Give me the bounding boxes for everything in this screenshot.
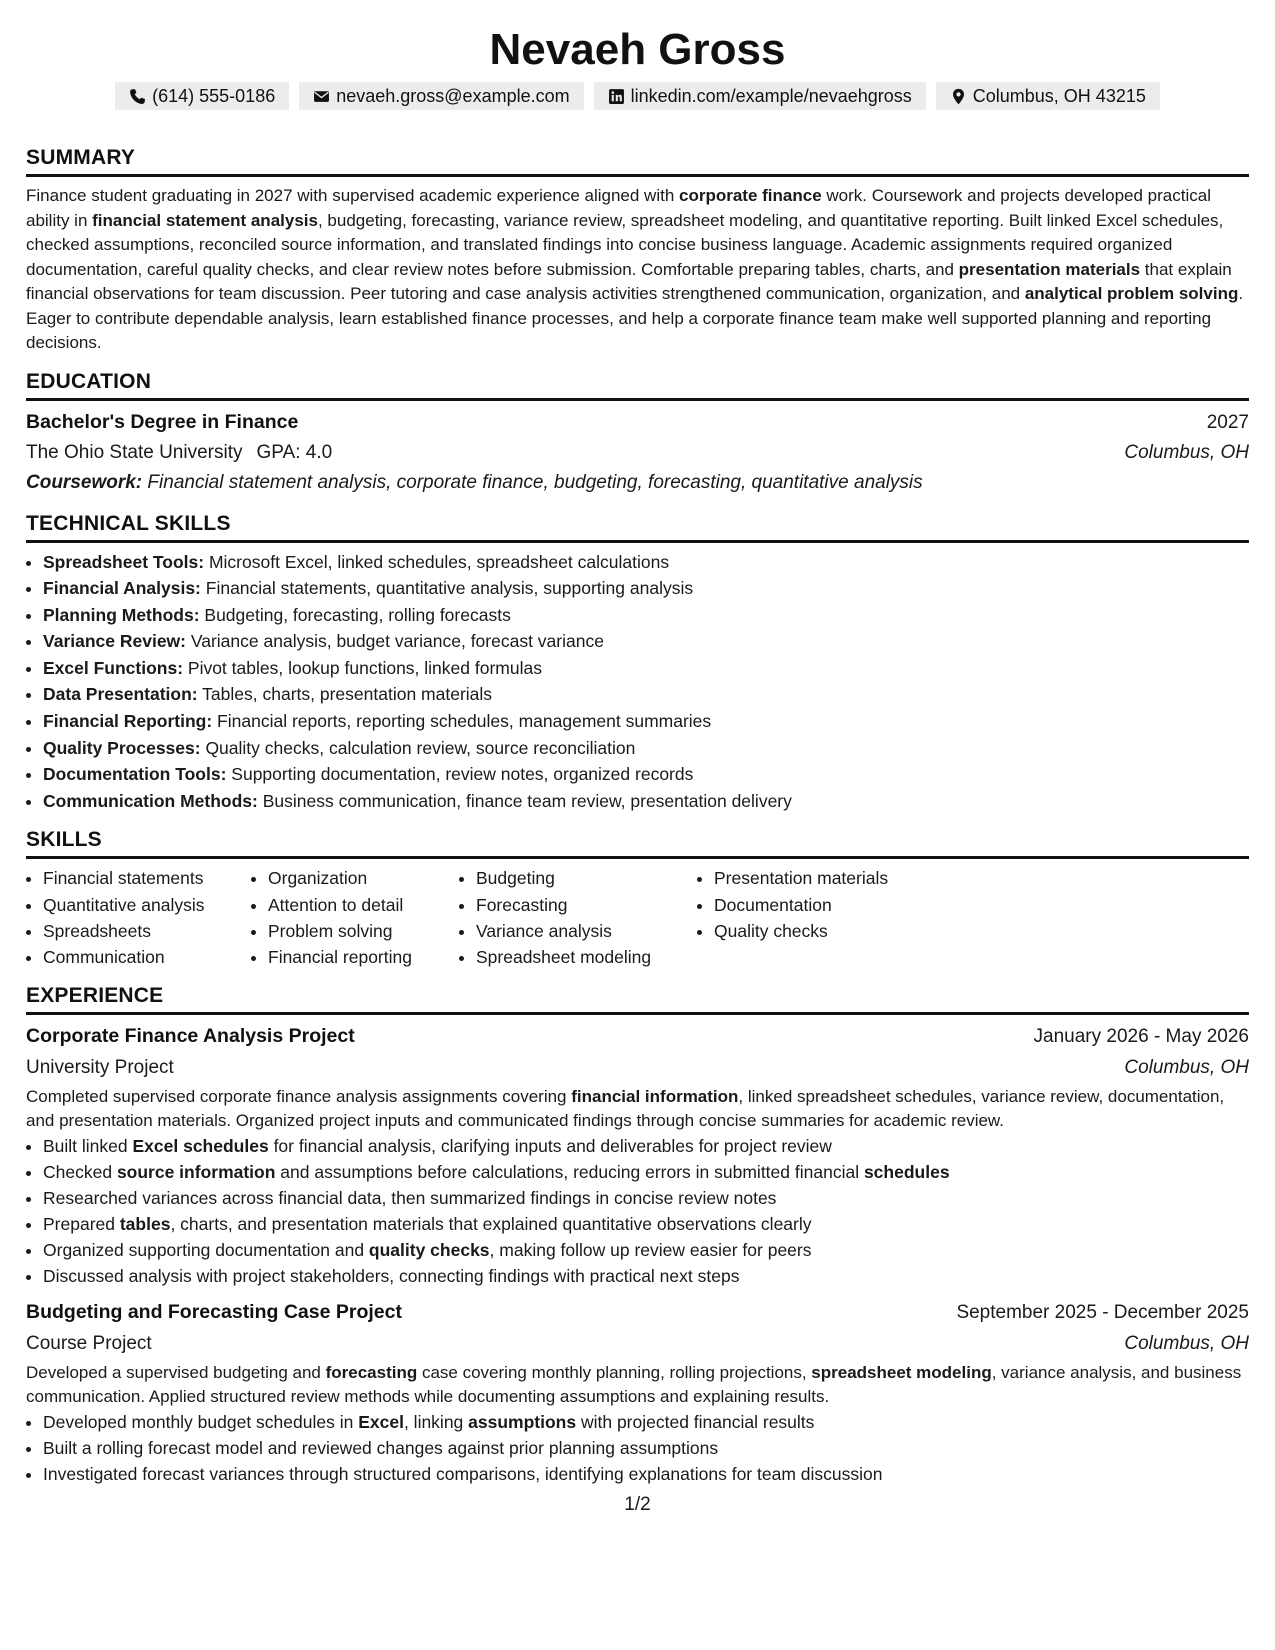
technical-skill-item [43, 735, 1249, 762]
text-run: , linking [403, 1412, 469, 1433]
text-run: and assumptions before calculations, reducing errors in submitted financial [275, 1162, 864, 1183]
technical-skill-item [43, 708, 1249, 735]
emphasis-text: financial statement analysis [92, 210, 318, 230]
text-run: , budgeting, forecasting, variance review, spreadsheet modeling, and quantitative reporting. Built linked Excel schedules, checked assumptions, reconciled source information, and translated findings into concise business language. Academic assignments required organized documentation, careful quality checks, and clear review notes before submission. Comfortable preparing tables, charts, and [26, 210, 1224, 279]
text-run: Developed a supervised budgeting and [26, 1363, 326, 1383]
skills-grid [26, 865, 1249, 970]
emphasis-text: source information [116, 1162, 276, 1183]
emphasis-text: forecasting [325, 1363, 418, 1383]
contact-linkedin[interactable] [594, 82, 926, 110]
education-entry [26, 407, 1249, 498]
technical-skill-label: Planning Methods: [43, 604, 200, 625]
project-description [26, 1361, 1249, 1409]
education-heading: EDUCATION [26, 370, 1249, 401]
emphasis-text: assumptions [468, 1412, 577, 1433]
envelope-icon [313, 88, 330, 105]
project-location: Columbus, OH [1124, 1333, 1249, 1355]
text-run: Developed monthly budget schedules in [43, 1412, 359, 1433]
technical-skill-label: Data Presentation: [43, 684, 198, 705]
technical-skill-label: Quality Processes: [43, 737, 201, 758]
text-run: . Eager to contribute dependable analysis, learn established finance processes, and help a corporate finance team make well supported planning and reporting decisions. [26, 284, 1244, 352]
emphasis-text: corporate finance [679, 186, 822, 205]
text-run: Prepared [43, 1214, 120, 1235]
technical-skill-label: Financial Reporting: [43, 711, 213, 732]
technical-skills-heading: TECHNICAL SKILLS [26, 512, 1249, 543]
map-pin-icon [950, 88, 967, 105]
text-run: Finance student graduating in 2027 with supervised academic experience aligned with [26, 186, 680, 205]
experience-bullet [43, 1211, 1249, 1237]
technical-skill-label: Communication Methods: [43, 790, 258, 811]
contact-bar [26, 82, 1249, 110]
project-bullets [26, 1133, 1249, 1289]
skill-item: • Quality checks [714, 918, 1014, 944]
experience-entry-1 [26, 1021, 1249, 1289]
text-run: Discussed analysis with project stakeholders, connecting findings with practical next steps [43, 1266, 740, 1287]
technical-skill-values: Financial reports, reporting schedules, management summaries [212, 711, 712, 732]
text-run: , charts, and presentation materials that explained quantitative observations clearly [170, 1214, 812, 1235]
technical-skill-values: Business communication, finance team review, presentation delivery [257, 790, 792, 811]
text-run: Organized supporting documentation and [43, 1240, 369, 1261]
text-run: case covering monthly planning, rolling projections, [417, 1363, 812, 1383]
coursework [26, 468, 1249, 498]
experience-bullet [43, 1263, 1249, 1289]
skill-item: • Quantitative analysis [43, 892, 251, 918]
experience-heading: EXPERIENCE [26, 984, 1249, 1015]
text-run: Completed supervised corporate finance analysis assignments covering [26, 1087, 572, 1107]
technical-skill-values: Budgeting, forecasting, rolling forecasts [199, 604, 511, 625]
text-run: Built linked [43, 1136, 133, 1157]
gpa: GPA: 4.0 [256, 441, 333, 463]
candidate-name: Nevaeh Gross [489, 25, 786, 74]
skills-column [697, 865, 1014, 970]
experience-bullet [43, 1435, 1249, 1461]
degree: Bachelor's Degree in Finance [26, 410, 299, 433]
project-org: University Project [26, 1057, 174, 1079]
summary-heading: SUMMARY [26, 146, 1249, 177]
experience-entry-2 [26, 1297, 1249, 1487]
technical-skill-label: Excel Functions: [43, 657, 184, 678]
skill-item: • Financial reporting [268, 944, 459, 970]
skills-column [251, 865, 459, 970]
emphasis-text: presentation materials [958, 259, 1141, 279]
graduation-year: 2027 [1206, 411, 1249, 433]
emphasis-text: spreadsheet modeling [811, 1363, 992, 1383]
project-title: Corporate Finance Analysis Project [26, 1025, 355, 1048]
technical-skill-label: Spreadsheet Tools: [43, 551, 205, 572]
skill-item: • Forecasting [476, 892, 697, 918]
contact-email[interactable] [299, 82, 583, 110]
text-run: , linked spreadsheet schedules, variance review, documentation, and presentation materials. Organized project inputs and communicated findings through concise summaries for academic review. [26, 1087, 1225, 1131]
skill-item: • Spreadsheets [43, 918, 251, 944]
emphasis-text: tables [119, 1214, 171, 1235]
text-run: Researched variances across financial data, then summarized findings in concise review notes [43, 1188, 777, 1209]
technical-skill-item [43, 628, 1249, 655]
phone-icon [129, 88, 146, 105]
experience-bullet [43, 1409, 1249, 1435]
text-run: for financial analysis, clarifying inputs and deliverables for project review [268, 1136, 832, 1157]
text-run: Checked [43, 1162, 117, 1183]
project-org: Course Project [26, 1333, 152, 1355]
technical-skill-item [43, 761, 1249, 788]
summary-text [26, 184, 1249, 356]
technical-skill-values: Financial statements, quantitative analysis, supporting analysis [200, 578, 694, 599]
skill-item: • Presentation materials [714, 865, 1014, 891]
experience-bullet [43, 1133, 1249, 1159]
experience-bullet [43, 1461, 1249, 1487]
experience-bullet [43, 1159, 1249, 1185]
skill-item: • Problem solving [268, 918, 459, 944]
skills-column [26, 865, 251, 970]
technical-skill-label: Variance Review: [43, 631, 186, 652]
emphasis-text: analytical problem solving [1024, 284, 1239, 303]
technical-skill-item [43, 655, 1249, 682]
project-location: Columbus, OH [1124, 1057, 1249, 1079]
text-run: that explain financial observations for team discussion. Peer tutoring and case analysis activities strengthened communication, organization, and [26, 259, 1232, 303]
phone-text: (614) 555-0186 [152, 86, 276, 106]
technical-skills-list [26, 549, 1249, 815]
technical-skill-item [43, 681, 1249, 708]
project-description [26, 1085, 1249, 1133]
emphasis-text: quality checks [368, 1240, 490, 1261]
skill-item: • Documentation [714, 892, 1014, 918]
technical-skill-values: Supporting documentation, review notes, organized records [226, 764, 694, 785]
technical-skill-label: Documentation Tools: [43, 764, 227, 785]
project-dates: September 2025 - December 2025 [956, 1302, 1249, 1324]
technical-skill-item [43, 788, 1249, 815]
technical-skill-values: Tables, charts, presentation materials [197, 684, 493, 705]
contact-location [936, 82, 1160, 110]
linkedin-icon [608, 88, 625, 105]
text-run: Built a rolling forecast model and reviewed changes against prior planning assumptions [43, 1438, 719, 1459]
experience-bullet [43, 1185, 1249, 1211]
location-text: Columbus, OH 43215 [972, 86, 1146, 106]
coursework-list: Financial statement analysis, corporate finance, budgeting, forecasting, quantitative analysis [142, 471, 923, 493]
text-run: Investigated forecast variances through structured comparisons, identifying explanations for team discussion [43, 1464, 883, 1485]
project-title: Budgeting and Forecasting Case Project [26, 1301, 402, 1324]
text-run: with projected financial results [576, 1412, 815, 1433]
experience-bullet [43, 1237, 1249, 1263]
project-dates: January 2026 - May 2026 [1033, 1026, 1249, 1048]
skill-item: • Financial statements [43, 865, 251, 891]
technical-skill-values: Microsoft Excel, linked schedules, spreadsheet calculations [204, 551, 670, 572]
school-location: Columbus, OH [1124, 441, 1249, 463]
contact-phone[interactable] [115, 82, 289, 110]
skill-item: • Organization [268, 865, 459, 891]
technical-skill-label: Financial Analysis: [43, 578, 201, 599]
emphasis-text: financial information [571, 1087, 739, 1107]
skill-item: • Spreadsheet modeling [476, 944, 697, 970]
skill-item: • Variance analysis [476, 918, 697, 944]
technical-skill-values: Variance analysis, budget variance, forecast variance [186, 631, 604, 652]
skills-heading: SKILLS [26, 828, 1249, 859]
text-run: , making follow up review easier for peers [489, 1240, 812, 1261]
technical-skill-item [43, 549, 1249, 576]
technical-skill-values: Quality checks, calculation review, source reconciliation [200, 737, 636, 758]
technical-skill-item [43, 575, 1249, 602]
emphasis-text: schedules [863, 1162, 950, 1183]
skills-column [459, 865, 697, 970]
skill-item: • Attention to detail [268, 892, 459, 918]
school-name: The Ohio State University [26, 441, 243, 463]
emphasis-text: Excel [358, 1412, 404, 1433]
skill-item: • Communication [43, 944, 251, 970]
project-bullets [26, 1409, 1249, 1487]
page-number: 1/2 [624, 1494, 651, 1515]
coursework-label: Coursework: [26, 471, 143, 493]
skill-item: • Budgeting [476, 865, 697, 891]
technical-skill-item [43, 602, 1249, 629]
technical-skill-values: Pivot tables, lookup functions, linked formulas [183, 657, 542, 678]
text-run: , variance analysis, and business communication. Applied structured review methods while documenting assumptions and explaining results. [26, 1363, 1242, 1407]
email-text: nevaeh.gross@example.com [336, 86, 570, 106]
text-run: work. Coursework and projects developed practical ability in [26, 186, 1211, 230]
emphasis-text: Excel schedules [132, 1136, 269, 1157]
linkedin-text: linkedin.com/example/nevaehgross [630, 86, 912, 106]
